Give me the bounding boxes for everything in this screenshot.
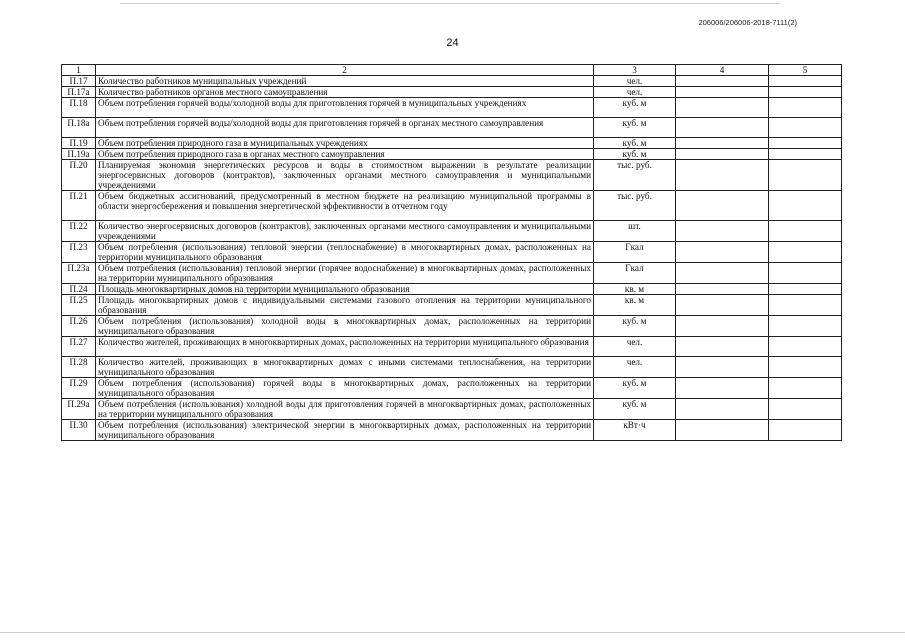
row-name: Объем потребления (использования) холодной воды для приготовления горячей в многоквартирных домах, расположенных на территории муниципального образования: [96, 399, 594, 420]
row-value-4: [676, 76, 769, 87]
row-code: П.26: [62, 316, 96, 337]
row-unit: куб. м: [594, 378, 676, 399]
table-row: [62, 295, 842, 316]
table-row: [62, 399, 842, 420]
row-value-5: [769, 98, 842, 118]
row-code: П.17: [62, 76, 96, 87]
row-code: П.29: [62, 378, 96, 399]
row-unit: чел.: [594, 357, 676, 378]
row-name: Количество работников органов местного самоуправления: [96, 87, 594, 98]
row-name: Количество работников муниципальных учреждений: [96, 76, 594, 87]
document-id: 206006/206006-2018-7111(2): [698, 18, 797, 27]
indicators-table: [61, 64, 842, 441]
row-unit: кв. м: [594, 295, 676, 316]
table-row: [62, 98, 842, 118]
row-name: Объем потребления природного газа в муниципальных учреждениях: [96, 138, 594, 149]
row-code: П.29а: [62, 399, 96, 420]
row-value-5: [769, 138, 842, 149]
row-code: П.23а: [62, 263, 96, 284]
row-code: П.20: [62, 160, 96, 191]
row-name: Объем потребления (использования) электрической энергии в многоквартирных домах, расположенных на территории муниципального образования: [96, 420, 594, 441]
table-row: [62, 191, 842, 221]
row-code: П.19а: [62, 149, 96, 160]
row-unit: кВт·ч: [594, 420, 676, 441]
table-row: [62, 138, 842, 149]
row-value-4: [676, 191, 769, 221]
row-name: Количество жителей, проживающих в многоквартирных домах с иными системами теплоснабжения, на территории муниципального образования: [96, 357, 594, 378]
row-value-4: [676, 399, 769, 420]
row-unit: куб. м: [594, 399, 676, 420]
header-col-5: 5: [769, 65, 842, 76]
row-unit: чел.: [594, 87, 676, 98]
row-value-4: [676, 263, 769, 284]
row-value-5: [769, 420, 842, 441]
row-name: Объем потребления (использования) холодной воды в многоквартирных домах, расположенных на территории муниципального образования: [96, 316, 594, 337]
row-code: П.24: [62, 284, 96, 295]
scan-edge-bottom: [0, 632, 905, 633]
row-name: Объем потребления (использования) тепловой энергии (теплоснабжение) в многоквартирных домах, расположенных на территории муниципального образования: [96, 242, 594, 263]
table-row: [62, 284, 842, 295]
row-value-5: [769, 337, 842, 357]
row-code: П.30: [62, 420, 96, 441]
table-row: [62, 76, 842, 87]
row-value-5: [769, 118, 842, 138]
table-body: [62, 76, 842, 441]
row-name: Площадь многоквартирных домов с индивидуальными системами газового отопления на территории муниципального образования: [96, 295, 594, 316]
row-name: Объем потребления горячей воды/холодной воды для приготовления горячей в муниципальных учреждениях: [96, 98, 594, 118]
row-value-5: [769, 378, 842, 399]
page-number: 24: [446, 37, 459, 49]
row-unit: Гкал: [594, 263, 676, 284]
row-unit: кв. м: [594, 284, 676, 295]
row-value-4: [676, 138, 769, 149]
row-value-4: [676, 221, 769, 242]
row-value-4: [676, 316, 769, 337]
header-col-2: 2: [96, 65, 594, 76]
row-value-5: [769, 316, 842, 337]
row-name: Планируемая экономия энергетических ресурсов и воды в стоимостном выражении в результате реализации энергосервисных договоров (контрактов), заключенных органами местного самоуправления и муниципальными учреждениями: [96, 160, 594, 191]
row-code: П.28: [62, 357, 96, 378]
row-code: П.19: [62, 138, 96, 149]
row-value-4: [676, 337, 769, 357]
row-name: Количество жителей, проживающих в многоквартирных домах, расположенных на территории муниципального образования: [96, 337, 594, 357]
row-unit: куб. м: [594, 149, 676, 160]
table-row: [62, 149, 842, 160]
row-value-5: [769, 221, 842, 242]
row-code: П.18: [62, 98, 96, 118]
row-value-4: [676, 160, 769, 191]
row-value-5: [769, 263, 842, 284]
table-row: [62, 357, 842, 378]
row-value-4: [676, 284, 769, 295]
row-code: П.22: [62, 221, 96, 242]
header-col-4: 4: [676, 65, 769, 76]
row-unit: тыс. руб.: [594, 160, 676, 191]
row-value-4: [676, 242, 769, 263]
header-col-1: 1: [62, 65, 96, 76]
row-name: Объем бюджетных ассигнований, предусмотренный в местном бюджете на реализацию муниципальной программы в области энергосбережения и повышения энергетической эффективности в отчетном году: [96, 191, 594, 221]
row-unit: куб. м: [594, 118, 676, 138]
row-value-5: [769, 191, 842, 221]
table-row: [62, 160, 842, 191]
table-row: [62, 378, 842, 399]
row-code: П.23: [62, 242, 96, 263]
row-value-5: [769, 242, 842, 263]
row-name: Площадь многоквартирных домов на территории муниципального образования: [96, 284, 594, 295]
row-value-5: [769, 160, 842, 191]
row-code: П.25: [62, 295, 96, 316]
table-header-row: [62, 65, 842, 76]
table-row: [62, 316, 842, 337]
row-value-5: [769, 76, 842, 87]
row-unit: чел.: [594, 337, 676, 357]
row-value-4: [676, 420, 769, 441]
row-unit: куб. м: [594, 316, 676, 337]
row-unit: Гкал: [594, 242, 676, 263]
row-value-4: [676, 118, 769, 138]
row-value-5: [769, 87, 842, 98]
table-row: [62, 420, 842, 441]
table-row: [62, 263, 842, 284]
row-code: П.17а: [62, 87, 96, 98]
row-code: П.27: [62, 337, 96, 357]
row-code: П.21: [62, 191, 96, 221]
row-value-4: [676, 378, 769, 399]
row-value-4: [676, 149, 769, 160]
table-row: [62, 242, 842, 263]
row-value-4: [676, 295, 769, 316]
row-name: Объем потребления (использования) тепловой энергии (горячее водоснабжение) в многоквартирных домах, расположенных на территории муниципального образования: [96, 263, 594, 284]
row-value-4: [676, 357, 769, 378]
row-name: Объем потребления природного газа в органах местного самоуправления: [96, 149, 594, 160]
header-col-3: 3: [594, 65, 676, 76]
row-value-5: [769, 284, 842, 295]
row-value-5: [769, 357, 842, 378]
row-code: П.18а: [62, 118, 96, 138]
row-name: Объем потребления горячей воды/холодной воды для приготовления горячей в органах местного самоуправления: [96, 118, 594, 138]
row-unit: чел.: [594, 76, 676, 87]
row-value-5: [769, 399, 842, 420]
row-name: Количество энергосервисных договоров (контрактов), заключенных органами местного самоуправления и муниципальными учреждениями: [96, 221, 594, 242]
row-unit: куб. м: [594, 138, 676, 149]
row-value-5: [769, 149, 842, 160]
row-name: Объем потребления (использования) горячей воды в многоквартирных домах, расположенных на территории муниципального образования: [96, 378, 594, 399]
table-row: [62, 87, 842, 98]
row-unit: куб. м: [594, 98, 676, 118]
table-row: [62, 118, 842, 138]
table-row: [62, 221, 842, 242]
row-value-4: [676, 87, 769, 98]
row-unit: тыс. руб.: [594, 191, 676, 221]
row-value-5: [769, 295, 842, 316]
table-row: [62, 337, 842, 357]
row-value-4: [676, 98, 769, 118]
row-unit: шт.: [594, 221, 676, 242]
scan-edge-top: [120, 3, 780, 4]
